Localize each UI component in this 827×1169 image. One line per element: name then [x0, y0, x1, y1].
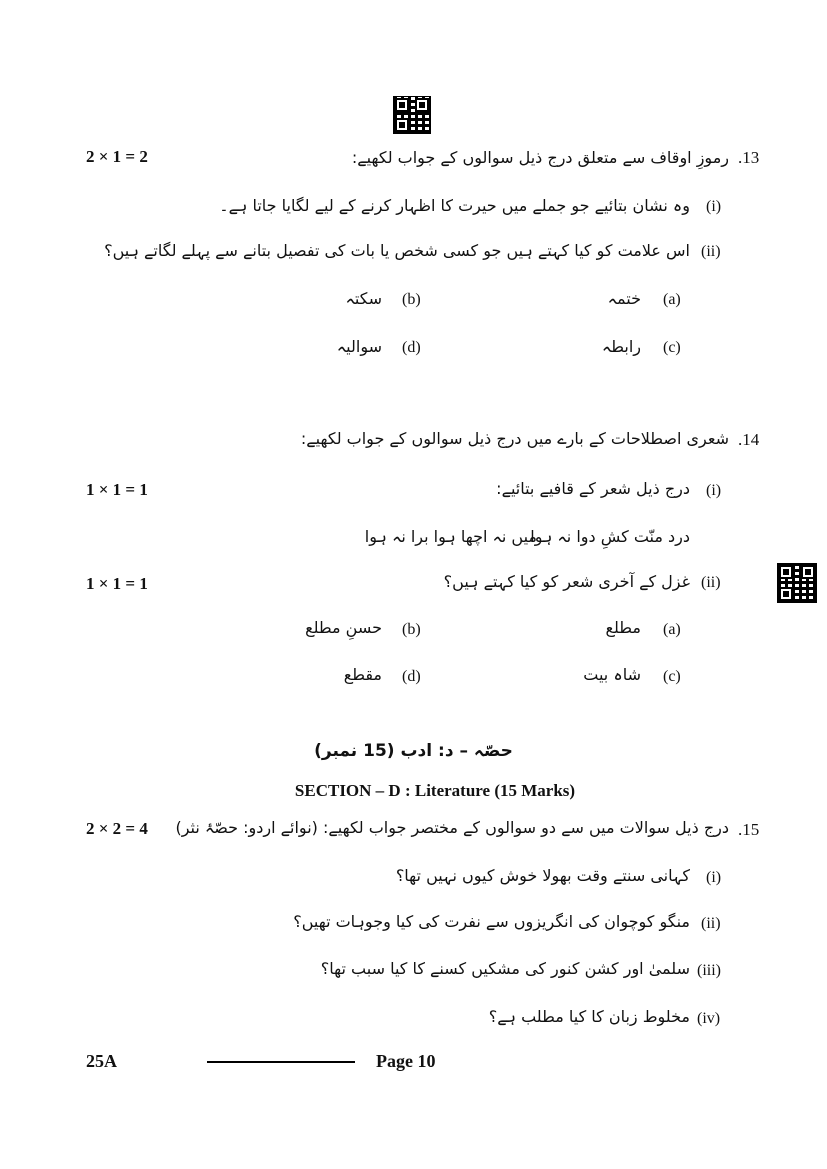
q13-option-d-text: سوالیہ — [336, 337, 382, 356]
paper-code: 25A — [86, 1051, 117, 1071]
q15-ii-text: منگو کوچوان کی انگریزوں سے نفرت کی کیا وجوہات تھیں؟ — [293, 912, 690, 931]
q14-ii-text: غزل کے آخری شعر کو کیا کہتے ہیں؟ — [443, 572, 690, 591]
q13-ii-text: اس علامت کو کیا کہتے ہیں جو کسی شخص یا بات کی تفصیل بتانے سے پہلے لگاتے ہیں؟ — [104, 241, 690, 260]
q15-i-text: کہانی سنتے وقت بھولا خوش کیوں نہیں تھا؟ — [395, 866, 690, 885]
q14-option-a-label: (a) — [663, 621, 681, 638]
q15-marks: 2 × 2 = 4 — [86, 819, 148, 838]
q14-option-a-text: مطلع — [605, 618, 641, 637]
q14-ii-number: (ii) — [701, 574, 721, 591]
q14-option-b-label: (b) — [402, 621, 421, 638]
q13-question: رموزِ اوقاف سے متعلق درج ذیل سوالوں کے جواب لکھیے: — [351, 148, 729, 167]
q14-option-d-text: مقطع — [343, 665, 382, 684]
q14-number: .14 — [738, 430, 760, 449]
q14-i-text: درج ذیل شعر کے قافیے بتائیے: — [496, 479, 690, 498]
q13-option-b-text: سکتہ — [345, 289, 382, 308]
q13-option-c-label: (c) — [663, 339, 681, 356]
q14-i-marks: 1 × 1 = 1 — [86, 480, 148, 499]
verse-line-1: درد منّت کشِ دوا نہ ہوا — [530, 527, 690, 546]
q15-number: .15 — [738, 820, 760, 839]
q13-i-number: (i) — [706, 198, 722, 215]
q15-question: درج ذیل سوالات میں سے دو سوالوں کے مختصر جواب لکھیے: (نوائے اردو: حصّۂ نثر) — [175, 818, 729, 837]
q14-option-c-text: شاہ بیت — [583, 665, 641, 684]
q14-i-number: (i) — [706, 482, 722, 499]
qr-code-top — [393, 96, 431, 134]
q14-ii-marks: 1 × 1 = 1 — [86, 574, 148, 593]
page-number: Page 10 — [376, 1051, 436, 1071]
q13-marks: 2 × 1 = 2 — [86, 147, 148, 166]
qr-code-side — [777, 563, 817, 603]
q13-i-text: وہ نشان بتائیے جو جملے میں حیرت کا اظہار کرنے کے لیے لگایا جاتا ہے۔ — [219, 196, 690, 215]
q13-option-b-label: (b) — [402, 291, 421, 308]
q14-option-b-text: حسنِ مطلع — [305, 618, 382, 637]
q13-option-a-text: ختمہ — [607, 289, 641, 308]
q13-option-a-label: (a) — [663, 291, 681, 308]
q15-iii-text: سلمیٰ اور کشن کنور کی مشکیں کسنے کا کیا سبب تھا؟ — [320, 959, 690, 978]
footer-rule — [207, 1061, 355, 1063]
q13-option-d-label: (d) — [402, 339, 421, 356]
q15-iv-number: (iv) — [697, 1010, 721, 1027]
q15-ii-number: (ii) — [701, 915, 721, 932]
q15-iii-number: (iii) — [697, 962, 721, 979]
verse-line-2: میں نہ اچھا ہوا برا نہ ہوا — [364, 527, 537, 546]
section-heading-urdu: حصّہ – د: ادب (15 نمبر) — [314, 741, 513, 761]
q15-i-number: (i) — [706, 869, 722, 886]
q14-option-c-label: (c) — [663, 668, 681, 685]
q13-ii-number: (ii) — [701, 243, 721, 260]
section-heading-english: SECTION – D : Literature (15 Marks) — [294, 781, 576, 800]
q13-option-c-text: رابطہ — [601, 337, 641, 356]
q15-iv-text: مخلوط زبان کا کیا مطلب ہے؟ — [488, 1007, 690, 1026]
q13-number: .13 — [738, 148, 760, 167]
q14-question: شعری اصطلاحات کے بارے میں درج ذیل سوالوں کے جواب لکھیے: — [300, 429, 729, 448]
q14-option-d-label: (d) — [402, 668, 421, 685]
